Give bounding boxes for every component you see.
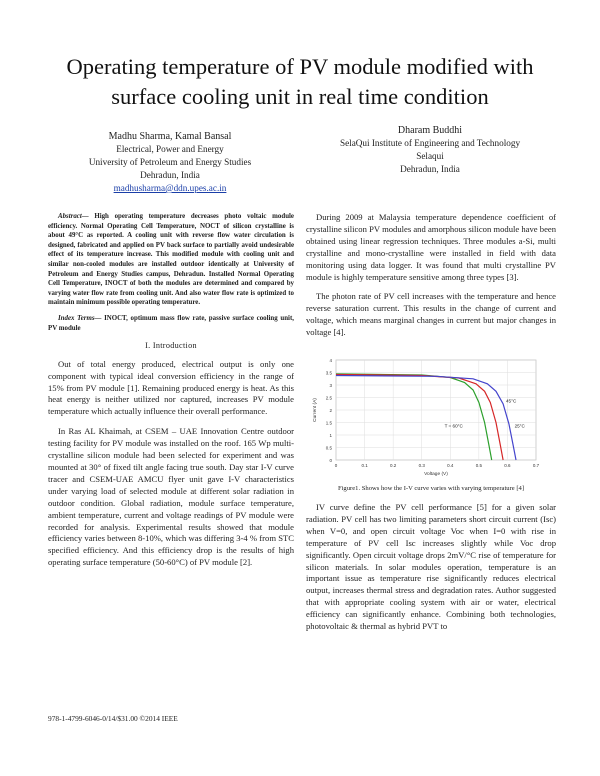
affiliation-line: SelaQui Institute of Engineering and Technology xyxy=(339,138,521,148)
y-tick-label: 0 xyxy=(329,458,332,463)
index-terms-text: INOCT, optimum mass flow rate, passive surface cooling unit, PV module xyxy=(48,314,294,332)
y-tick-label: 2 xyxy=(329,408,332,413)
body-paragraph: During 2009 at Malaysia temperature dependence coefficient of crystalline silicon PV modules and amorphous silicon module have been obtained using linear regression techniques. Three modules a-Si, multi crystalline and mono-crystalline were installed in field with data monitoring using data logger. It was found that multi crystalline PV module is highly temperature sensitive among three types [3]. xyxy=(306,212,556,282)
body-paragraph: IV curve define the PV cell performance [5] for a given solar radiation. PV cell has two limiting parameters short circuit current (Isc) when V=0, and open circuit voltage Voc when I=0 with rise in temperature of PV cell Isc increases slightly while Voc drop significantly. Open circuit voltage drops 2mV/°C rise of temperature for silicon materials. In solar modules operation, temperature is an important issue as temperature rise significantly reduces electrical output, increases thermal stress and degradation rates. Author suggested that with appropriate cooling system with air or water, electrical efficiency can significantly enhance. Combining both technologies, photovoltaic & thermal as hybrid PVT to xyxy=(306,502,556,632)
iv-curve-figure xyxy=(306,352,556,484)
x-tick-label: 0.3 xyxy=(418,463,425,468)
author-email-link[interactable]: madhusharma@ddn.upes.ac.in xyxy=(113,183,227,193)
y-tick-label: 0.5 xyxy=(325,445,332,451)
x-tick-label: 0.1 xyxy=(361,463,368,468)
affiliation-line: Electrical, Power and Energy xyxy=(116,144,224,154)
author-block-1 xyxy=(60,130,280,195)
right-column-top xyxy=(306,212,556,347)
y-tick-label: 4 xyxy=(329,358,332,363)
affiliation-line: Selaqui xyxy=(416,151,444,161)
x-tick-label: 0.4 xyxy=(447,463,454,468)
x-tick-label: 0 xyxy=(334,463,338,468)
series-line xyxy=(336,375,503,461)
y-tick-label: 3.5 xyxy=(325,370,332,376)
y-tick-label: 1.5 xyxy=(325,420,332,426)
y-axis-label: Current (A) xyxy=(313,398,318,422)
affiliation-line: University of Petroleum and Energy Studies xyxy=(88,157,252,167)
index-terms-label: Index Terms— xyxy=(58,314,102,322)
affiliation-line: Dehradun, India xyxy=(400,164,460,174)
iv-chart xyxy=(306,352,556,484)
figure-caption: Figure1. Shows how the I-V curve varies with varying temperature [4] xyxy=(337,485,525,492)
curve-label: 25°C xyxy=(514,423,525,429)
section-heading: I. Introduction xyxy=(145,341,197,351)
x-axis-label: Voltage (V) xyxy=(424,472,448,477)
body-paragraph: The photon rate of PV cell increases with the temperature and hence reverse saturation current. This results in the change of current and voltage, which means marginal changes in current but major changes in voltage [4]. xyxy=(306,291,556,338)
x-tick-label: 0.6 xyxy=(504,463,511,468)
y-tick-label: 3 xyxy=(329,383,332,388)
abstract-label: Abstract— xyxy=(58,213,89,220)
abstract xyxy=(48,212,294,333)
author-block-2 xyxy=(320,124,540,176)
affiliation-line: Dehradun, India xyxy=(140,170,200,180)
x-tick-label: 0.5 xyxy=(475,463,482,468)
body-paragraph: In Ras AL Khaimah, at CSEM – UAE Innovation Centre outdoor testing facility for PV module was installed on the roof. 165 Wp multi-crystalline silicon module had been selected for experiment and was mounted at 30° of fixed tilt angle facing true south. Day star I-V curve tracer and CSEM-UAE AMCU flyer unit gave I-V characteristics under varying load of selected module at different solar radiation in outdoor condition. Global radiation, module surface temperature, ambient temperature, current and voltage readings of PV module were recorded for analysis. Experimental results showed that module efficiency varies between 8-10%, which was differing 3-4 % from STC specified efficiency. And this efficiency drop is the results of high operating surface temperature (50-60°C) of PV module [2]. xyxy=(48,426,294,568)
x-tick-label: 0.7 xyxy=(532,463,540,468)
paper-title: Operating temperature of PV module modified with surface cooling unit in real time condition xyxy=(66,54,534,109)
right-column-bottom xyxy=(306,502,556,641)
body-paragraph: Out of total energy produced, electrical output is only one component with typical ideal conversion efficiency in the range of 15% from PV module [1]. Remaining produced energy is heat. As this heat energy is neither utilized nor captured, increases PV module temperature which actually influence their overall performance. xyxy=(48,358,294,417)
curve-label: T = 60°C xyxy=(444,423,463,429)
author-names: Madhu Sharma, Kamal Bansal xyxy=(108,131,232,142)
x-tick-label: 0.2 xyxy=(390,463,397,468)
y-tick-label: 1 xyxy=(329,433,332,438)
left-column xyxy=(48,212,294,577)
author-names: Dharam Buddhi xyxy=(397,125,463,136)
curve-label: 45°C xyxy=(506,398,517,404)
y-tick-label: 2.5 xyxy=(325,395,332,401)
copyright-footer: 978-1-4799-6046-0/14/$31.00 ©2014 IEEE xyxy=(48,714,178,723)
abstract-text: High operating temperature decreases photo voltaic module efficiency. Normal Operating Cell Temperature, NOCT of silicon crystalline is about 49°C as reported. A cooling unit with reverse flow water circulation is designed, fabricated and applied on PV back surface to partially avoid undesirable effect of its temperature increase. This modified module with cooling unit and similar non-cooled modules are installed outdoor identically at University of Petroleum and Energy Studies campus, Dehradun. Installed Normal Operating Cell Temperature, INOCT of both the modules are determined and compared by varying water flow rate from cooling unit. And also water flow rate is optimized to maintain minimum possible operating temperature. xyxy=(48,213,294,307)
series-line xyxy=(336,374,492,460)
